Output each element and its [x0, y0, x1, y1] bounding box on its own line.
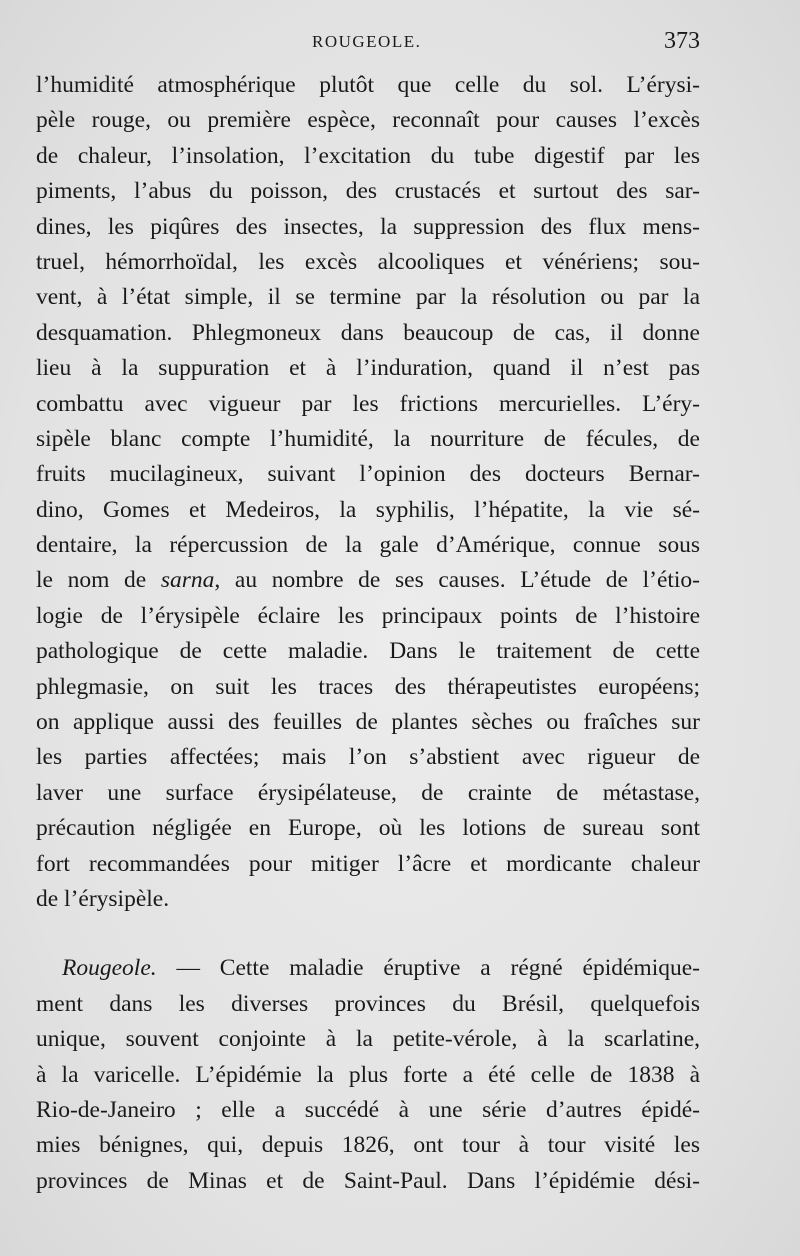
section-heading-rougeole: Rougeole. — [62, 955, 157, 982]
text-line: de chaleur, l’insolation, l’excitation du tube digestif par les — [36, 142, 700, 169]
text-fragment: le nom de — [36, 567, 161, 594]
text-line: phlegmasie, on suit les traces des thérapeutistes européens; — [36, 673, 700, 700]
body-text — [36, 68, 700, 1199]
text-line: on applique aussi des feuilles de plantes sèches ou fraîches sur — [36, 709, 700, 736]
text-line: Rio-de-Janeiro ; elle a succédé à une série d’autres épidé- — [36, 1096, 700, 1123]
italic-term-sarna: sarna — [160, 567, 215, 594]
text-line: pèle rouge, ou première espèce, reconnaît pour causes l’excès — [36, 107, 700, 134]
paragraph-rougeole — [36, 951, 700, 1199]
text-line: piments, l’abus du poisson, des crustacés et surtout des sar- — [36, 178, 700, 205]
text-line: ment dans les diverses provinces du Brésil, quelquefois — [36, 990, 700, 1017]
text-line: logie de l’érysipèle éclaire les principaux points de l’histoire — [36, 602, 700, 629]
text-line: pathologique de cette maladie. Dans le traitement de cette — [36, 638, 700, 665]
text-line: mies bénignes, qui, depuis 1826, ont tour à tour visité les — [36, 1132, 700, 1159]
text-line: unique, souvent conjointe à la petite-vérole, à la scarlatine, — [36, 1026, 700, 1053]
text-line: dino, Gomes et Medeiros, la syphilis, l’hépatite, la vie sé- — [36, 496, 700, 523]
text-line: truel, hémorrhoïdal, les excès alcooliques et vénériens; sou- — [36, 248, 700, 275]
text-line: à la varicelle. L’épidémie la plus forte a été celle de 1838 à — [36, 1061, 700, 1088]
page-number: 373 — [664, 28, 700, 54]
paragraph-erysipele — [36, 68, 700, 917]
text-line: provinces de Minas et de Saint-Paul. Dans l’épidémie dési- — [36, 1167, 700, 1194]
text-line: dines, les piqûres des insectes, la suppression des flux mens- — [36, 213, 700, 240]
text-line: combattu avec vigueur par les frictions mercurielles. L’éry- — [36, 390, 700, 417]
page-header — [36, 28, 700, 58]
text-line: fort recommandées pour mitiger l’âcre et mordicante chaleur — [36, 850, 700, 877]
text-line: précaution négligée en Europe, où les lotions de sureau sont — [36, 815, 700, 842]
text-fragment: — Cette maladie éruptive a régné épidémique- — [156, 955, 700, 982]
text-line: l’humidité atmosphérique plutôt que celle du sol. L’érysi- — [36, 72, 700, 98]
text-fragment: , au nombre de ses causes. L’étude de l’étio- — [214, 567, 701, 594]
text-line: desquamation. Phlegmoneux dans beaucoup de cas, il donne — [36, 319, 700, 346]
text-line-sarna — [36, 563, 700, 598]
text-line: fruits mucilagineux, suivant l’opinion des docteurs Bernar- — [36, 461, 700, 488]
text-line: les parties affectées; mais l’on s’abstient avec rigueur de — [36, 744, 700, 771]
text-line: laver une surface érysipélateuse, de crainte de métastase, — [36, 779, 700, 806]
text-line: dentaire, la répercussion de la gale d’Amérique, connue sous — [36, 532, 700, 559]
text-line-last: de l’érysipèle. — [36, 885, 170, 912]
text-line: vent, à l’état simple, il se termine par la résolution ou par la — [36, 284, 700, 311]
running-title: ROUGEOLE. — [312, 32, 422, 51]
text-line: lieu à la suppuration et à l’induration, quand il n’est pas — [36, 355, 700, 382]
text-line: sipèle blanc compte l’humidité, la nourriture de fécules, de — [36, 425, 700, 452]
text-line-heading — [36, 951, 700, 986]
paragraph-gap — [36, 917, 700, 951]
